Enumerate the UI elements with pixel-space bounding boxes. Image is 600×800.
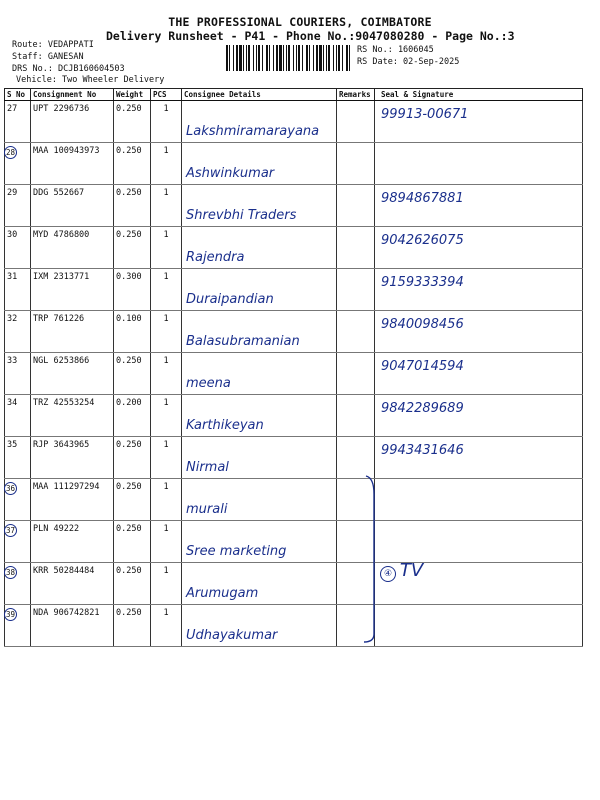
cell-seal-signature	[375, 605, 583, 647]
col-header-consignee: Consignee Details	[182, 89, 337, 101]
cell-consignee	[182, 353, 337, 395]
consignee-signature: Ashwinkumar	[186, 166, 275, 181]
cell-sno	[5, 353, 31, 395]
consignee-signature: meena	[186, 376, 231, 391]
cell-consignee	[182, 185, 337, 227]
cell-weight: 0.100	[114, 311, 151, 353]
cell-consignment-no: NDA 906742821	[31, 605, 114, 647]
cell-sno	[5, 101, 31, 143]
cell-weight: 0.250	[114, 143, 151, 185]
cell-weight: 0.250	[114, 437, 151, 479]
cell-consignment-no: IXM 2313771	[31, 269, 114, 311]
cell-consignee	[182, 437, 337, 479]
cell-remarks	[337, 269, 375, 311]
table-row	[5, 563, 583, 605]
seal-phone-number: 9894867881	[381, 191, 464, 206]
cell-seal-signature	[375, 437, 583, 479]
cell-consignment-no: MAA 111297294	[31, 479, 114, 521]
cell-sno	[5, 605, 31, 647]
table-row	[5, 227, 583, 269]
consignee-signature: Sree marketing	[186, 544, 287, 559]
cell-sno	[5, 563, 31, 605]
serial-number: 28	[5, 148, 16, 157]
col-header-sno: S No	[5, 89, 31, 101]
serial-number: 32	[7, 314, 18, 324]
cell-pcs: 1	[151, 143, 182, 185]
cell-consignment-no: RJP 3643965	[31, 437, 114, 479]
consignee-signature: Duraipandian	[186, 292, 274, 307]
cell-weight: 0.250	[114, 563, 151, 605]
cell-consignment-no: NGL 6253866	[31, 353, 114, 395]
cell-consignment-no: UPT 2296736	[31, 101, 114, 143]
cell-weight: 0.250	[114, 479, 151, 521]
serial-number: 33	[7, 356, 18, 366]
cell-remarks	[337, 143, 375, 185]
serial-number: 29	[7, 188, 18, 198]
cell-sno	[5, 479, 31, 521]
cell-seal-signature	[375, 521, 583, 563]
consignee-signature: Nirmal	[186, 460, 229, 475]
table-row	[5, 311, 583, 353]
table-row	[5, 479, 583, 521]
cell-remarks	[337, 311, 375, 353]
seal-phone-number: 9047014594	[381, 359, 464, 374]
serial-number: 30	[7, 230, 18, 240]
cell-sno	[5, 227, 31, 269]
cell-seal-signature	[375, 143, 583, 185]
cell-consignment-no: KRR 50284484	[31, 563, 114, 605]
cell-pcs: 1	[151, 479, 182, 521]
cell-pcs: 1	[151, 437, 182, 479]
cell-remarks	[337, 101, 375, 143]
cell-remarks	[337, 395, 375, 437]
consignee-signature: Rajendra	[186, 250, 245, 265]
cell-pcs: 1	[151, 185, 182, 227]
cell-seal-signature	[375, 311, 583, 353]
cell-seal-signature	[375, 395, 583, 437]
cell-remarks	[337, 227, 375, 269]
cell-consignment-no: PLN 49222	[31, 521, 114, 563]
seal-phone-number: 9159333394	[381, 275, 464, 290]
cell-pcs: 1	[151, 563, 182, 605]
consignee-signature: Karthikeyan	[186, 418, 264, 433]
table-row	[5, 521, 583, 563]
serial-number: 34	[7, 398, 18, 408]
drs-number: DRS No.: DCJB160604503	[12, 64, 125, 74]
staff-label: Staff: GANESAN	[12, 52, 84, 62]
cell-consignee	[182, 227, 337, 269]
table-header-row	[5, 89, 583, 101]
cell-sno	[5, 185, 31, 227]
table-row	[5, 437, 583, 479]
table-row	[5, 101, 583, 143]
cell-weight: 0.250	[114, 521, 151, 563]
cell-consignment-no: TRZ 42553254	[31, 395, 114, 437]
bracket-mark	[360, 474, 390, 644]
serial-number: 31	[7, 272, 18, 282]
cell-pcs: 1	[151, 605, 182, 647]
cell-sno	[5, 521, 31, 563]
table-row	[5, 185, 583, 227]
cell-seal-signature	[375, 479, 583, 521]
cell-pcs: 1	[151, 269, 182, 311]
cell-pcs: 1	[151, 311, 182, 353]
cell-weight: 0.300	[114, 269, 151, 311]
cell-pcs: 1	[151, 101, 182, 143]
consignee-signature: Balasubramanian	[186, 334, 300, 349]
cell-pcs: 1	[151, 227, 182, 269]
vehicle-label: Vehicle: Two Wheeler Delivery	[16, 75, 165, 85]
cell-consignee	[182, 395, 337, 437]
cell-remarks	[337, 185, 375, 227]
cell-weight: 0.250	[114, 185, 151, 227]
cell-consignment-no: MAA 100943973	[31, 143, 114, 185]
cell-consignee	[182, 605, 337, 647]
col-header-weight: Weight	[114, 89, 151, 101]
seal-phone-number: 9840098456	[381, 317, 464, 332]
cell-seal-signature	[375, 227, 583, 269]
seal-phone-number: 9943431646	[381, 443, 464, 458]
rs-number: RS No.: 1606045	[357, 45, 434, 55]
cell-consignee	[182, 269, 337, 311]
rs-date: RS Date: 02-Sep-2025	[357, 57, 460, 67]
cell-consignee	[182, 563, 337, 605]
cell-sno	[5, 395, 31, 437]
cell-consignment-no: MYD 4786800	[31, 227, 114, 269]
runsheet-table	[4, 88, 583, 647]
col-header-pcs: PCS	[151, 89, 182, 101]
cell-weight: 0.200	[114, 395, 151, 437]
cell-remarks	[337, 353, 375, 395]
table-row	[5, 353, 583, 395]
serial-number: 37	[5, 526, 16, 535]
cell-remarks	[337, 437, 375, 479]
cell-weight: 0.250	[114, 227, 151, 269]
serial-number: 36	[5, 484, 16, 493]
consignee-signature: murali	[186, 502, 228, 517]
consignee-signature: Udhayakumar	[186, 628, 278, 643]
seal-phone-number: 9842289689	[381, 401, 464, 416]
group-sign-mark: ④ TV	[383, 560, 423, 582]
cell-pcs: 1	[151, 521, 182, 563]
consignee-signature: Arumugam	[186, 586, 259, 601]
col-header-seal: Seal & Signature	[375, 89, 583, 101]
seal-phone-number: 99913-00671	[381, 107, 469, 122]
table-row	[5, 269, 583, 311]
table-row	[5, 395, 583, 437]
cell-sno	[5, 143, 31, 185]
cell-pcs: 1	[151, 395, 182, 437]
col-header-consignment: Consignment No	[31, 89, 114, 101]
cell-consignment-no: TRP 761226	[31, 311, 114, 353]
cell-seal-signature	[375, 269, 583, 311]
cell-weight: 0.250	[114, 353, 151, 395]
cell-consignment-no: DDG 552667	[31, 185, 114, 227]
col-header-remarks: Remarks	[337, 89, 375, 101]
table-row	[5, 143, 583, 185]
cell-consignee	[182, 101, 337, 143]
serial-number: 27	[7, 104, 18, 114]
serial-number: 38	[5, 568, 16, 577]
cell-seal-signature	[375, 353, 583, 395]
cell-weight: 0.250	[114, 101, 151, 143]
cell-consignee	[182, 479, 337, 521]
serial-number: 39	[5, 610, 16, 619]
consignee-signature: Lakshmiramarayana	[186, 124, 320, 139]
serial-number: 35	[7, 440, 18, 450]
runsheet-title: Delivery Runsheet - P41 - Phone No.:9047080280 - Page No.:3	[106, 29, 515, 43]
seal-phone-number: 9042626075	[381, 233, 464, 248]
table-row	[5, 605, 583, 647]
cell-seal-signature	[375, 101, 583, 143]
route-label: Route: VEDAPPATI	[12, 40, 94, 50]
cell-sno	[5, 269, 31, 311]
cell-consignee	[182, 143, 337, 185]
cell-consignee	[182, 521, 337, 563]
cell-consignee	[182, 311, 337, 353]
barcode-image	[226, 45, 352, 71]
cell-seal-signature	[375, 185, 583, 227]
cell-sno	[5, 437, 31, 479]
cell-sno	[5, 311, 31, 353]
company-title: THE PROFESSIONAL COURIERS, COIMBATORE	[168, 15, 432, 29]
consignee-signature: Shrevbhi Traders	[186, 208, 297, 223]
cell-pcs: 1	[151, 353, 182, 395]
cell-weight: 0.250	[114, 605, 151, 647]
